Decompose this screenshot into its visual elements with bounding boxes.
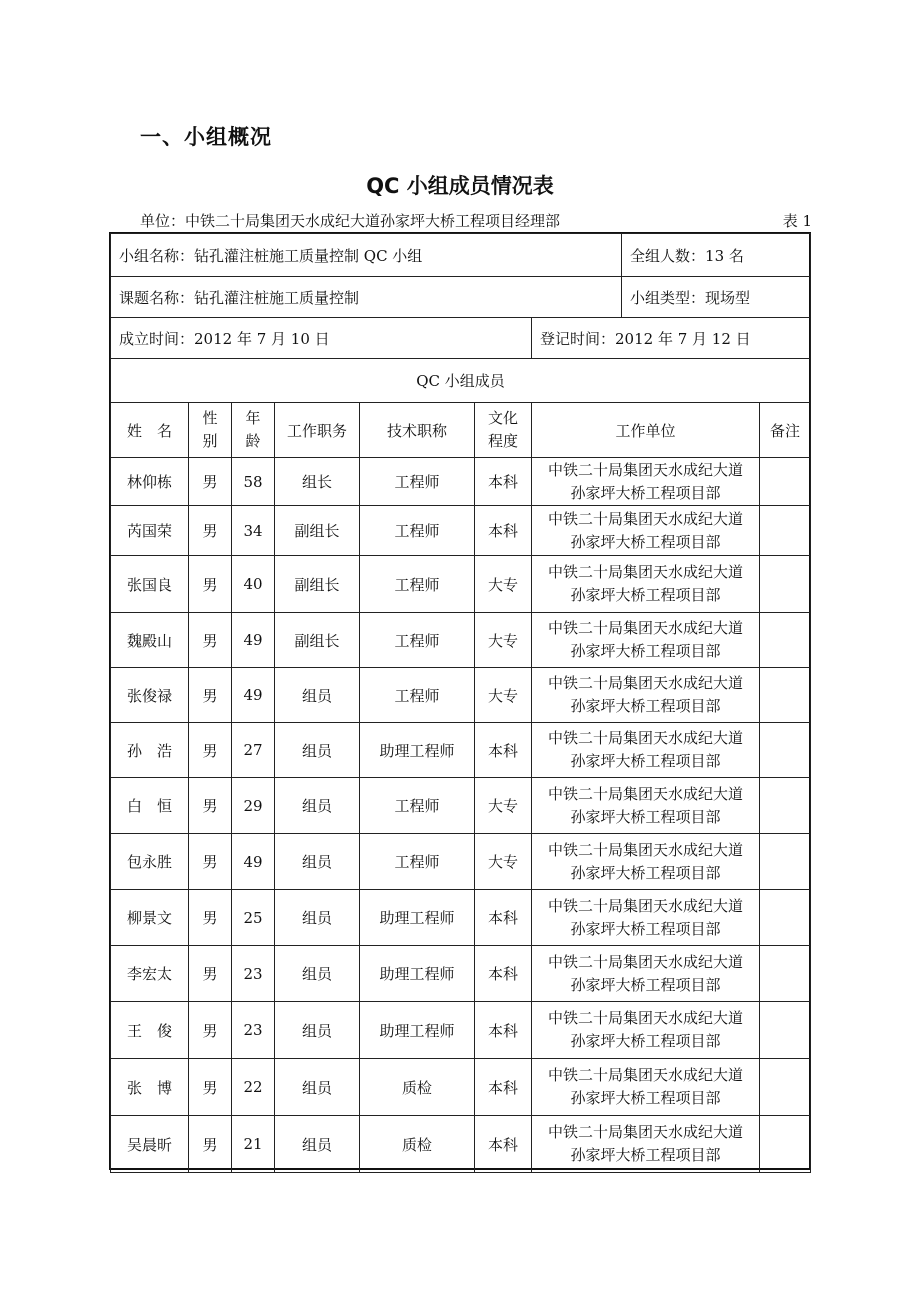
member-tech-title: 工程师 bbox=[360, 458, 475, 506]
member-note bbox=[760, 458, 811, 506]
member-duty: 副组长 bbox=[275, 556, 360, 613]
work-unit-line1: 中铁二十局集团天水成纪大道 bbox=[548, 509, 744, 528]
member-work-unit bbox=[532, 723, 760, 778]
member-tech-title: 工程师 bbox=[360, 613, 475, 668]
member-name: 李宏太 bbox=[111, 946, 189, 1002]
work-unit-line1: 中铁二十局集团天水成纪大道 bbox=[548, 563, 744, 581]
member-gender: 男 bbox=[189, 723, 232, 778]
founded-cell: 成立时间：2012 年 7 月 10 日 bbox=[111, 318, 532, 359]
member-work-unit bbox=[532, 556, 760, 613]
member-education: 本科 bbox=[475, 946, 532, 1002]
member-age: 29 bbox=[232, 778, 275, 834]
work-unit-line2: 孙家坪大桥工程项目部 bbox=[570, 752, 721, 770]
member-gender: 男 bbox=[189, 556, 232, 613]
work-unit-line1: 中铁二十局集团天水成纪大道 bbox=[548, 674, 744, 692]
member-name: 柳景文 bbox=[111, 890, 189, 946]
work-unit-line2: 孙家坪大桥工程项目部 bbox=[570, 863, 721, 882]
member-work-unit bbox=[532, 1116, 760, 1173]
member-note bbox=[760, 723, 811, 778]
qc-members-table bbox=[110, 233, 811, 1173]
member-note bbox=[760, 613, 811, 668]
member-note bbox=[760, 1059, 811, 1116]
member-duty: 副组长 bbox=[275, 613, 360, 668]
member-name: 芮国荣 bbox=[111, 506, 189, 556]
header-age bbox=[232, 403, 275, 458]
member-duty: 组员 bbox=[275, 946, 360, 1002]
member-tech-title: 工程师 bbox=[360, 778, 475, 834]
member-note bbox=[760, 556, 811, 613]
member-note bbox=[760, 890, 811, 946]
member-education: 大专 bbox=[475, 556, 532, 613]
member-gender: 男 bbox=[189, 506, 232, 556]
member-education: 本科 bbox=[475, 1002, 532, 1059]
section-heading: 一、小组概况 bbox=[140, 125, 272, 149]
work-unit-line1: 中铁二十局集团天水成纪大道 bbox=[548, 896, 744, 915]
member-age: 49 bbox=[232, 834, 275, 890]
member-work-unit bbox=[532, 778, 760, 834]
member-gender: 男 bbox=[189, 668, 232, 723]
group-name-cell: 小组名称：钻孔灌注桩施工质量控制 QC 小组 bbox=[111, 234, 622, 277]
member-education: 本科 bbox=[475, 458, 532, 506]
member-tech-title: 工程师 bbox=[360, 834, 475, 890]
header-work-unit: 工作单位 bbox=[532, 403, 760, 458]
table-row bbox=[111, 668, 811, 723]
member-work-unit bbox=[532, 946, 760, 1002]
header-row bbox=[111, 403, 811, 458]
member-age: 58 bbox=[232, 458, 275, 506]
member-note bbox=[760, 1116, 811, 1173]
work-unit-line1: 中铁二十局集团天水成纪大道 bbox=[548, 1066, 744, 1084]
table-number: 表 1 bbox=[782, 212, 812, 230]
member-tech-title: 质检 bbox=[360, 1116, 475, 1173]
member-tech-title: 工程师 bbox=[360, 556, 475, 613]
header-education bbox=[475, 403, 532, 458]
member-gender: 男 bbox=[189, 946, 232, 1002]
member-duty: 组员 bbox=[275, 1059, 360, 1116]
member-age: 23 bbox=[232, 1002, 275, 1059]
member-note bbox=[760, 668, 811, 723]
work-unit-line1: 中铁二十局集团天水成纪大道 bbox=[548, 729, 744, 747]
member-name: 张俊禄 bbox=[111, 668, 189, 723]
member-name: 张 博 bbox=[111, 1059, 189, 1116]
member-gender: 男 bbox=[189, 458, 232, 506]
member-education: 大专 bbox=[475, 613, 532, 668]
members-caption: QC 小组成员 bbox=[111, 359, 811, 403]
work-unit-line1: 中铁二十局集团天水成纪大道 bbox=[548, 1123, 744, 1141]
table-row bbox=[111, 1116, 811, 1173]
work-unit-line1: 中铁二十局集团天水成纪大道 bbox=[548, 1009, 744, 1027]
member-name: 白 恒 bbox=[111, 778, 189, 834]
header-education-line1: 文化 bbox=[487, 409, 518, 427]
member-duty: 组长 bbox=[275, 458, 360, 506]
member-tech-title: 工程师 bbox=[360, 668, 475, 723]
table-row bbox=[111, 1002, 811, 1059]
header-note: 备注 bbox=[760, 403, 811, 458]
member-age: 21 bbox=[232, 1116, 275, 1173]
member-name: 包永胜 bbox=[111, 834, 189, 890]
table-row bbox=[111, 556, 811, 613]
member-education: 大专 bbox=[475, 834, 532, 890]
header-tech-title: 技术职称 bbox=[360, 403, 475, 458]
member-work-unit bbox=[532, 668, 760, 723]
table-row bbox=[111, 834, 811, 890]
work-unit-line1: 中铁二十局集团天水成纪大道 bbox=[548, 784, 744, 803]
member-work-unit bbox=[532, 890, 760, 946]
member-education: 大专 bbox=[475, 668, 532, 723]
member-duty: 组员 bbox=[275, 834, 360, 890]
header-gender-line2: 别 bbox=[202, 432, 218, 450]
header-name: 姓 名 bbox=[111, 403, 189, 458]
member-name: 魏殿山 bbox=[111, 613, 189, 668]
member-age: 25 bbox=[232, 890, 275, 946]
member-gender: 男 bbox=[189, 1002, 232, 1059]
member-work-unit bbox=[532, 1059, 760, 1116]
table-row bbox=[111, 1059, 811, 1116]
member-education: 本科 bbox=[475, 890, 532, 946]
member-tech-title: 质检 bbox=[360, 1059, 475, 1116]
member-name: 林仰栋 bbox=[111, 458, 189, 506]
group-type-cell: 小组类型：现场型 bbox=[622, 277, 811, 318]
table-row bbox=[111, 458, 811, 506]
member-note bbox=[760, 946, 811, 1002]
member-tech-title: 工程师 bbox=[360, 506, 475, 556]
member-age: 23 bbox=[232, 946, 275, 1002]
header-duty: 工作职务 bbox=[275, 403, 360, 458]
work-unit-line2: 孙家坪大桥工程项目部 bbox=[570, 807, 721, 826]
work-unit-line1: 中铁二十局集团天水成纪大道 bbox=[548, 952, 744, 971]
header-age-line1: 年 bbox=[245, 409, 261, 427]
header-gender-line1: 性 bbox=[202, 409, 218, 427]
work-unit-line2: 孙家坪大桥工程项目部 bbox=[570, 1032, 721, 1050]
work-unit-line1: 中铁二十局集团天水成纪大道 bbox=[548, 840, 744, 859]
member-gender: 男 bbox=[189, 1059, 232, 1116]
work-unit-line2: 孙家坪大桥工程项目部 bbox=[570, 697, 721, 715]
table-row bbox=[111, 946, 811, 1002]
member-note bbox=[760, 834, 811, 890]
member-work-unit bbox=[532, 834, 760, 890]
member-education: 本科 bbox=[475, 1059, 532, 1116]
member-age: 40 bbox=[232, 556, 275, 613]
work-unit-line2: 孙家坪大桥工程项目部 bbox=[570, 642, 721, 660]
table-row bbox=[111, 506, 811, 556]
member-tech-title: 助理工程师 bbox=[360, 723, 475, 778]
member-education: 本科 bbox=[475, 723, 532, 778]
member-tech-title: 助理工程师 bbox=[360, 1002, 475, 1059]
member-name: 王 俊 bbox=[111, 1002, 189, 1059]
work-unit-line1: 中铁二十局集团天水成纪大道 bbox=[548, 619, 744, 637]
work-unit-line2: 孙家坪大桥工程项目部 bbox=[570, 1146, 721, 1164]
member-work-unit bbox=[532, 1002, 760, 1059]
member-education: 大专 bbox=[475, 778, 532, 834]
member-duty: 组员 bbox=[275, 723, 360, 778]
member-age: 27 bbox=[232, 723, 275, 778]
total-members-cell: 全组人数：13 名 bbox=[622, 234, 811, 277]
member-name: 孙 浩 bbox=[111, 723, 189, 778]
member-age: 49 bbox=[232, 668, 275, 723]
members-caption-row bbox=[111, 359, 811, 403]
member-duty: 组员 bbox=[275, 1002, 360, 1059]
member-name: 张国良 bbox=[111, 556, 189, 613]
group-name-row bbox=[111, 234, 811, 277]
header-education-line2: 程度 bbox=[487, 432, 518, 450]
header-gender bbox=[189, 403, 232, 458]
member-age: 49 bbox=[232, 613, 275, 668]
member-gender: 男 bbox=[189, 613, 232, 668]
member-duty: 组员 bbox=[275, 668, 360, 723]
topic-row bbox=[111, 277, 811, 318]
member-gender: 男 bbox=[189, 890, 232, 946]
member-work-unit bbox=[532, 613, 760, 668]
work-unit-line2: 孙家坪大桥工程项目部 bbox=[570, 1089, 721, 1107]
table-row bbox=[111, 890, 811, 946]
member-note bbox=[760, 1002, 811, 1059]
table-row bbox=[111, 723, 811, 778]
member-duty: 组员 bbox=[275, 1116, 360, 1173]
member-education: 本科 bbox=[475, 1116, 532, 1173]
member-age: 34 bbox=[232, 506, 275, 556]
dates-row bbox=[111, 318, 811, 359]
registered-cell: 登记时间：2012 年 7 月 12 日 bbox=[532, 318, 811, 359]
member-work-unit bbox=[532, 506, 760, 556]
work-unit-line2: 孙家坪大桥工程项目部 bbox=[570, 975, 721, 994]
organization-unit: 单位：中铁二十局集团天水成纪大道孙家坪大桥工程项目经理部 bbox=[140, 212, 561, 230]
table-row bbox=[111, 613, 811, 668]
document-title: QC 小组成员情况表 bbox=[366, 174, 554, 198]
member-gender: 男 bbox=[189, 778, 232, 834]
member-duty: 组员 bbox=[275, 778, 360, 834]
work-unit-line2: 孙家坪大桥工程项目部 bbox=[570, 919, 721, 938]
topic-cell: 课题名称：钻孔灌注桩施工质量控制 bbox=[111, 277, 622, 318]
member-tech-title: 助理工程师 bbox=[360, 946, 475, 1002]
member-gender: 男 bbox=[189, 1116, 232, 1173]
member-work-unit bbox=[532, 458, 760, 506]
header-age-line2: 龄 bbox=[245, 432, 261, 450]
table-row bbox=[111, 778, 811, 834]
work-unit-line2: 孙家坪大桥工程项目部 bbox=[570, 483, 721, 502]
member-note bbox=[760, 778, 811, 834]
member-age: 22 bbox=[232, 1059, 275, 1116]
member-name: 吴晨昕 bbox=[111, 1116, 189, 1173]
member-duty: 组员 bbox=[275, 890, 360, 946]
member-duty: 副组长 bbox=[275, 506, 360, 556]
work-unit-line2: 孙家坪大桥工程项目部 bbox=[570, 586, 721, 604]
member-tech-title: 助理工程师 bbox=[360, 890, 475, 946]
work-unit-line1: 中铁二十局集团天水成纪大道 bbox=[548, 460, 744, 479]
member-gender: 男 bbox=[189, 834, 232, 890]
member-note bbox=[760, 506, 811, 556]
work-unit-line2: 孙家坪大桥工程项目部 bbox=[570, 532, 721, 551]
member-education: 本科 bbox=[475, 506, 532, 556]
